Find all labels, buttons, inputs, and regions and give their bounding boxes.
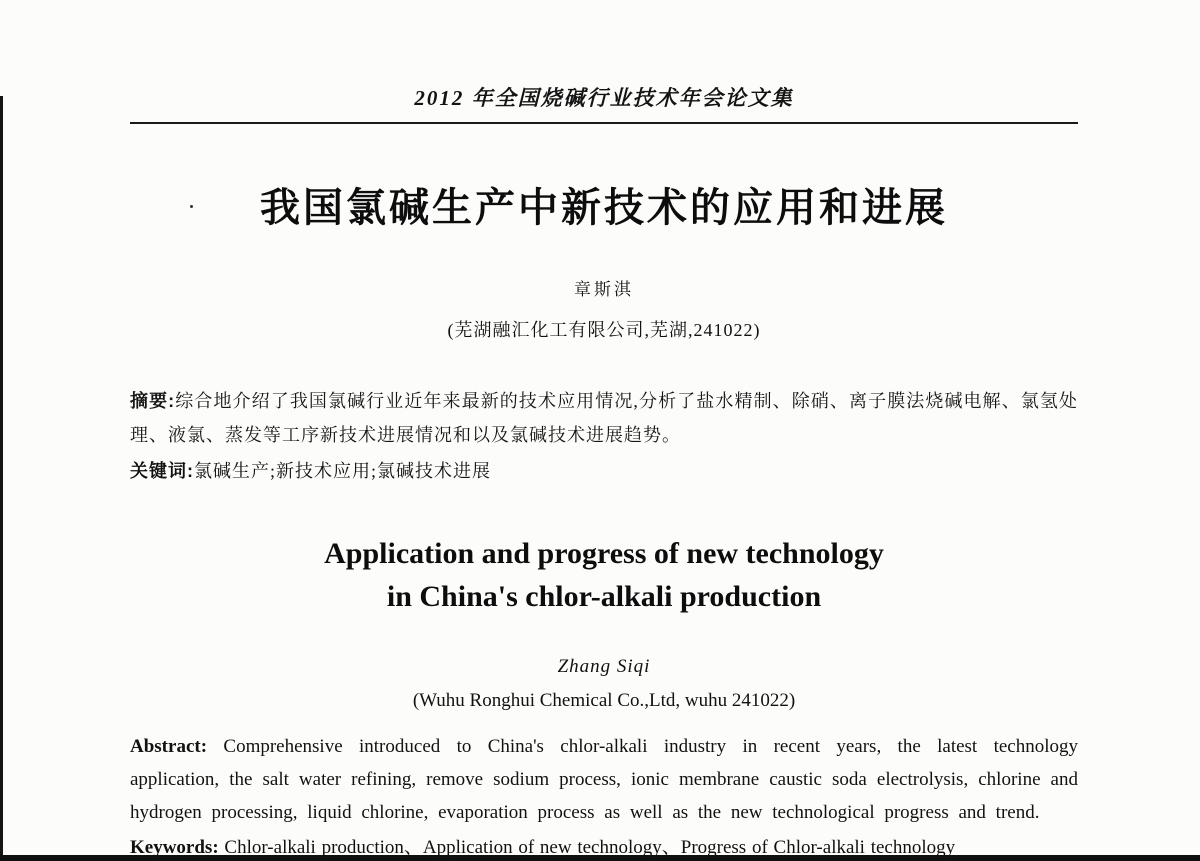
keywords-en xyxy=(130,831,1078,861)
abstract-zh-text: 综合地介绍了我国氯碱行业近年来最新的技术应用情况,分析了盐水精制、除硝、离子膜法烧碱电解、氯氢处理、液氯、蒸发等工序新技术进展情况和以及氯碱技术进展趋势。 xyxy=(130,391,1079,445)
abstract-en-label: Abstract: xyxy=(130,736,208,757)
page-content xyxy=(130,0,1078,861)
keywords-zh-label: 关键词: xyxy=(130,461,194,481)
abstract-zh xyxy=(130,384,1078,452)
author-en: Zhang Siqi xyxy=(557,656,651,677)
scan-artifact-left-edge xyxy=(0,96,3,861)
keywords-en-label: Keywords: xyxy=(130,837,219,858)
keywords-en-text: Chlor-alkali production、Application of new technology、Progress of Chlor-alkali technology xyxy=(224,837,956,858)
keywords-zh-text: 氯碱生产;新技术应用;氯碱技术进展 xyxy=(194,461,492,481)
header-rule xyxy=(130,122,1078,124)
abstract-en xyxy=(130,730,1078,829)
keywords-zh xyxy=(130,454,1078,488)
paper-title-en-line2: in China's chlor-alkali production xyxy=(386,580,822,613)
affiliation-zh: (芜湖融汇化工有限公司,芜湖,241022) xyxy=(447,320,761,340)
abstract-en-text: Comprehensive introduced to China's chlor-alkali industry in recent years, the latest technology application, the salt water refining, remove sodium process, ionic membrane caustic soda electrolysis, chlorine and hydrogen processing, liquid chlorine, evaporation process as well as the new technological progress and trend. xyxy=(130,736,1078,823)
abstract-zh-label: 摘要: xyxy=(130,391,176,411)
proceedings-header: 2012 年全国烧碱行业技术年会论文集 xyxy=(414,86,794,110)
paper-title-en-line1: Application and progress of new technology xyxy=(324,537,884,570)
author-zh: 章斯淇 xyxy=(574,280,634,299)
affiliation-en: (Wuhu Ronghui Chemical Co.,Ltd, wuhu 241022) xyxy=(412,690,796,711)
paper-title-zh: 我国氯碱生产中新技术的应用和进展 xyxy=(260,186,948,230)
paper-title-en xyxy=(130,532,1078,618)
